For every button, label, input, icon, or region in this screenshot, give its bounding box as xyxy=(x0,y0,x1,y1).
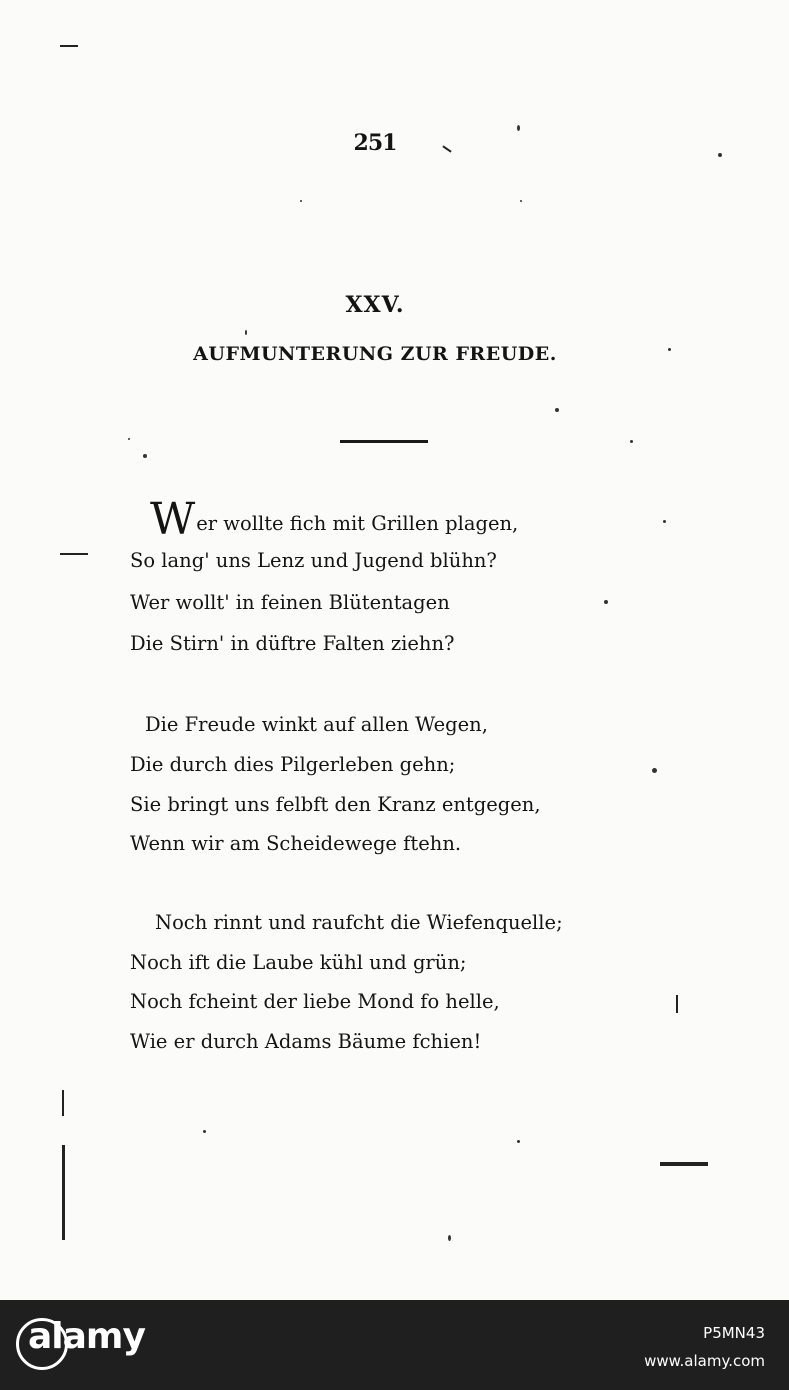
image-id: P5MN43 xyxy=(703,1324,765,1342)
scan-speck xyxy=(517,1140,520,1143)
section-numeral: XXV. xyxy=(345,292,405,318)
site-url: www.alamy.com xyxy=(644,1352,765,1370)
scan-mark xyxy=(660,1162,708,1166)
scan-speck xyxy=(448,1235,451,1241)
scan-speck xyxy=(555,408,559,412)
title-rule xyxy=(340,440,428,443)
stanza-3-line-1: Noch rinnt und raufcht die Wiefenquelle; xyxy=(155,911,563,934)
watermark-footer xyxy=(0,1300,789,1390)
stanza-2-line-3: Sie bringt uns felbft den Kranz entgegen, xyxy=(130,793,541,816)
scan-speck xyxy=(300,200,302,202)
scan-speck xyxy=(604,600,608,604)
stanza-3-line-4: Wie er durch Adams Bäume fchien! xyxy=(130,1030,482,1053)
scan-speck xyxy=(245,330,247,335)
stanza-3-line-2: Noch ift die Laube kühl und grün; xyxy=(130,951,467,974)
stanza-1-line-2: So lang' uns Lenz und Jugend blühn? xyxy=(130,549,497,572)
verse-text: er wollte fich mit Grillen plagen, xyxy=(196,512,519,535)
stanza-3-line-3: Noch fcheint der liebe Mond fo helle, xyxy=(130,990,500,1013)
scan-mark xyxy=(676,995,678,1013)
stanza-1-line-1 xyxy=(150,494,519,545)
scan-speck xyxy=(128,438,130,440)
scan-speck xyxy=(143,454,147,458)
scan-mark xyxy=(442,145,451,152)
scan-mark xyxy=(60,45,78,47)
scan-speck xyxy=(652,768,657,773)
scan-mark xyxy=(62,1145,65,1240)
stanza-1-line-3: Wer wollt' in feinen Blütentagen xyxy=(130,591,450,614)
scan-speck xyxy=(520,200,522,202)
scan-speck xyxy=(663,520,666,523)
scan-speck xyxy=(517,125,520,131)
page-number: 251 xyxy=(353,130,397,156)
stanza-2-line-4: Wenn wir am Scheidewege ftehn. xyxy=(130,832,462,855)
scan-mark xyxy=(62,1090,64,1116)
scan-mark xyxy=(60,553,88,555)
stanza-1-line-4: Die Stirn' in düftre Falten ziehn? xyxy=(130,632,455,655)
drop-cap: W xyxy=(150,494,196,545)
scan-speck xyxy=(630,440,633,443)
stanza-2-line-2: Die durch dies Pilgerleben gehn; xyxy=(130,753,456,776)
scan-speck xyxy=(718,153,722,157)
stanza-2-line-1: Die Freude winkt auf allen Wegen, xyxy=(145,713,488,736)
alamy-logo xyxy=(28,1316,145,1357)
logo-ring-icon xyxy=(16,1318,68,1370)
logo-text: alamy xyxy=(28,1316,145,1357)
scan-speck xyxy=(668,348,671,351)
scan-speck xyxy=(203,1130,206,1133)
poem-title: AUFMUNTERUNG ZUR FREUDE. xyxy=(193,343,557,365)
